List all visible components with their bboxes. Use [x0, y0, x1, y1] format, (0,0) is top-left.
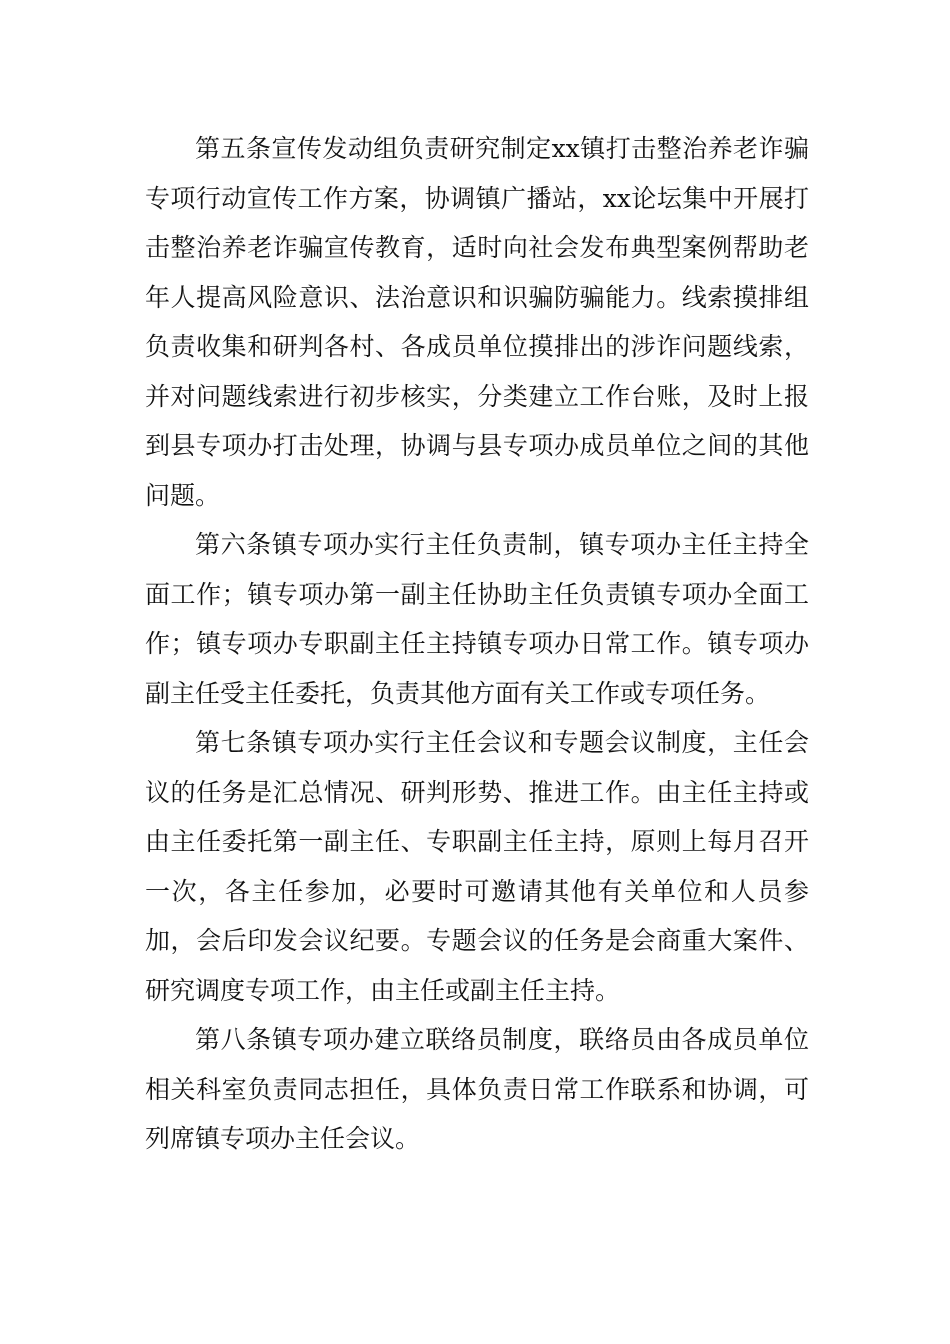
paragraph-article-7: 第七条镇专项办实行主任会议和专题会议制度，主任会议的任务是汇总情况、研判形势、推进工作。由主任主持或由主任委托第一副主任、专职副主任主持，原则上每月召开一次，各主任参加，必要时可邀请其他有关单位和人员参加，会后印发会议纪要。专题会议的任务是会商重大案件、研究调度专项工作，由主任或副主任主持。 — [145, 728, 809, 1005]
paragraph-article-5: 第五条宣传发动组负责研究制定xx镇打击整治养老诈骗专项行动宣传工作方案，协调镇广播站，xx论坛集中开展打击整治养老诈骗宣传教育，适时向社会发布典型案例帮助老年人提高风险意识、法治意识和识骗防骗能力。线索摸排组负责收集和研判各村、各成员单位摸排出的涉诈问题线索，并对问题线索进行初步核实，分类建立工作台账，及时上报到县专项办打击处理，协调与县专项办成员单位之间的其他问题。 — [145, 134, 809, 510]
document-body — [145, 124, 809, 1164]
paragraph-article-6: 第六条镇专项办实行主任负责制，镇专项办主任主持全面工作；镇专项办第一副主任协助主任负责镇专项办全面工作；镇专项办专职副主任主持镇专项办日常工作。镇专项办副主任受主任委托，负责其他方面有关工作或专项任务。 — [145, 530, 809, 708]
paragraph-article-8: 第八条镇专项办建立联络员制度，联络员由各成员单位相关科室负责同志担任，具体负责日常工作联系和协调，可列席镇专项办主任会议。 — [145, 1025, 809, 1153]
